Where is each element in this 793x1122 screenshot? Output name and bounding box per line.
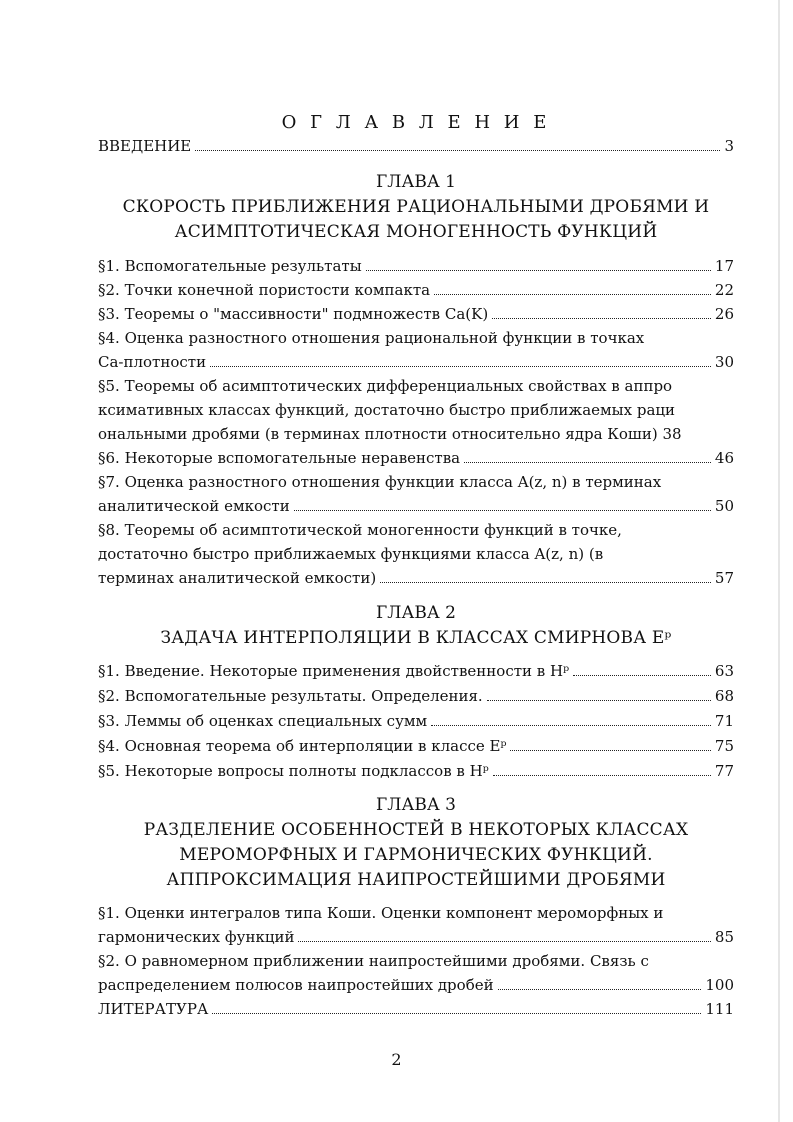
toc-entry[interactable] — [98, 708, 734, 734]
chapter-2-heading: ГЛАВА 2 — [376, 603, 456, 623]
chapter-1-subtitle-line: АСИМПТОТИЧЕСКАЯ МОНОГЕННОСТЬ ФУНКЦИЙ — [174, 222, 658, 242]
entry-title: §3. Теоремы о "массивности" подмножеств Ca(K) — [98, 305, 489, 323]
toc-title: О Г Л А В Л Е Н И Е — [281, 112, 551, 133]
entry-page: 57 — [714, 569, 734, 587]
leader-dots — [434, 294, 711, 295]
chapter-3-header — [96, 793, 736, 893]
leader-dots — [195, 150, 720, 151]
toc-entry-line[interactable]: ональными дробями (в терминах плотности относительно ядра Коши) 38 — [98, 425, 682, 443]
entry-title: §2. Точки конечной пористости компакта — [98, 281, 431, 299]
entry-title: Ca-плотности — [98, 353, 207, 371]
chapter-3-subtitle-line: РАЗДЕЛЕНИЕ ОСОБЕННОСТЕЙ В НЕКОТОРЫХ КЛАССАХ — [143, 820, 689, 840]
leader-dots — [210, 366, 711, 367]
entry-title: §5. Некоторые вопросы полноты подклассов в Hᵖ — [98, 762, 489, 780]
toc-entry-line[interactable]: ксимативных классах функций, достаточно быстро приближаемых раци — [98, 401, 676, 419]
toc-entry[interactable] — [98, 733, 734, 759]
toc-entry[interactable] — [98, 758, 734, 784]
toc-entry[interactable] — [98, 565, 734, 591]
toc-entry-line[interactable]: §1. Оценки интегралов типа Коши. Оценки компонент мероморфных и — [98, 904, 664, 922]
toc-entry[interactable] — [98, 924, 734, 950]
entry-page: 26 — [714, 305, 734, 323]
chapter-1-subtitle-line: СКОРОСТЬ ПРИБЛИЖЕНИЯ РАЦИОНАЛЬНЫМИ ДРОБЯМИ И — [122, 197, 710, 217]
toc-entry[interactable] — [98, 658, 734, 684]
leader-dots — [573, 675, 711, 676]
toc-entry-literature[interactable] — [98, 996, 734, 1022]
toc-entry-line[interactable]: §8. Теоремы об асимптотической моногенности функций в точке, — [98, 521, 622, 539]
entry-title: терминах аналитической емкости) — [98, 569, 377, 587]
toc-entry-line[interactable]: достаточно быстро приближаемых функциями класса A(z, n) (в — [98, 545, 604, 563]
entry-page: 111 — [705, 1000, 734, 1018]
leader-dots — [212, 1013, 701, 1014]
toc-entry-line[interactable]: §4. Оценка разностного отношения рациональной функции в точках — [98, 329, 645, 347]
toc-entry-introduction[interactable] — [98, 133, 734, 159]
leader-dots — [431, 725, 711, 726]
toc-entry[interactable] — [98, 349, 734, 375]
entry-page: 17 — [714, 257, 734, 275]
entry-title: аналитической емкости — [98, 497, 290, 515]
entry-page: 46 — [714, 449, 734, 467]
toc-entry-line[interactable]: §5. Теоремы об асимптотических дифференциальных свойствах в аппро — [98, 377, 673, 395]
entry-page: 22 — [714, 281, 734, 299]
leader-dots — [294, 510, 711, 511]
toc-entry[interactable] — [98, 301, 734, 327]
chapter-3-heading: ГЛАВА 3 — [376, 795, 456, 815]
toc-entry-line[interactable]: §7. Оценка разностного отношения функции класса A(z, n) в терминах — [98, 473, 662, 491]
entry-title: §6. Некоторые вспомогательные неравенства — [98, 449, 461, 467]
entry-title: §4. Основная теорема об интерполяции в классе Eᵖ — [98, 737, 507, 755]
toc-entry[interactable] — [98, 445, 734, 471]
entry-page: 100 — [705, 976, 734, 994]
entry-title: распределением полюсов наипростейших дробей — [98, 976, 494, 994]
leader-dots — [366, 270, 711, 271]
leader-dots — [493, 775, 711, 776]
entry-page: 50 — [714, 497, 734, 515]
entry-title: гармонических функций — [98, 928, 295, 946]
entry-title: ЛИТЕРАТУРА — [98, 1000, 209, 1018]
entry-title: §3. Леммы об оценках специальных сумм — [98, 712, 428, 730]
toc-entry[interactable] — [98, 277, 734, 303]
chapter-2-subtitle-line: ЗАДАЧА ИНТЕРПОЛЯЦИИ В КЛАССАХ СМИРНОВА Eᵖ — [160, 628, 672, 648]
entry-page: 75 — [714, 737, 734, 755]
entry-title: §1. Вспомогательные результаты — [98, 257, 362, 275]
leader-dots — [492, 318, 711, 319]
toc-entry[interactable] — [98, 253, 734, 279]
entry-page: 63 — [714, 662, 734, 680]
chapter-1-heading: ГЛАВА 1 — [376, 172, 456, 192]
scan-edge — [778, 0, 780, 1122]
chapter-3-subtitle-line: АППРОКСИМАЦИЯ НАИПРОСТЕЙШИМИ ДРОБЯМИ — [166, 870, 666, 890]
entry-title: §2. Вспомогательные результаты. Определения. — [98, 687, 483, 705]
toc-entry[interactable] — [98, 683, 734, 709]
entry-title: §1. Введение. Некоторые применения двойственности в Hᵖ — [98, 662, 570, 680]
toc-entry[interactable] — [98, 972, 734, 998]
leader-dots — [510, 750, 710, 751]
entry-page: 85 — [714, 928, 734, 946]
entry-page: 30 — [714, 353, 734, 371]
leader-dots — [498, 989, 702, 990]
leader-dots — [380, 582, 711, 583]
entry-page: 3 — [724, 137, 734, 155]
entry-page: 77 — [714, 762, 734, 780]
chapter-2-header — [96, 601, 736, 651]
entry-page: 71 — [714, 712, 734, 730]
leader-dots — [487, 700, 711, 701]
leader-dots — [298, 941, 710, 942]
entry-page: 68 — [714, 687, 734, 705]
chapter-1-header — [96, 170, 736, 245]
leader-dots — [464, 462, 711, 463]
toc-entry-line[interactable]: §2. О равномерном приближении наипростейшими дробями. Связь с — [98, 952, 649, 970]
toc-entry[interactable] — [98, 493, 734, 519]
entry-title: ВВЕДЕНИЕ — [98, 137, 192, 155]
page-number: 2 — [391, 1050, 402, 1069]
chapter-3-subtitle-line: МЕРОМОРФНЫХ И ГАРМОНИЧЕСКИХ ФУНКЦИЙ. — [179, 845, 653, 865]
